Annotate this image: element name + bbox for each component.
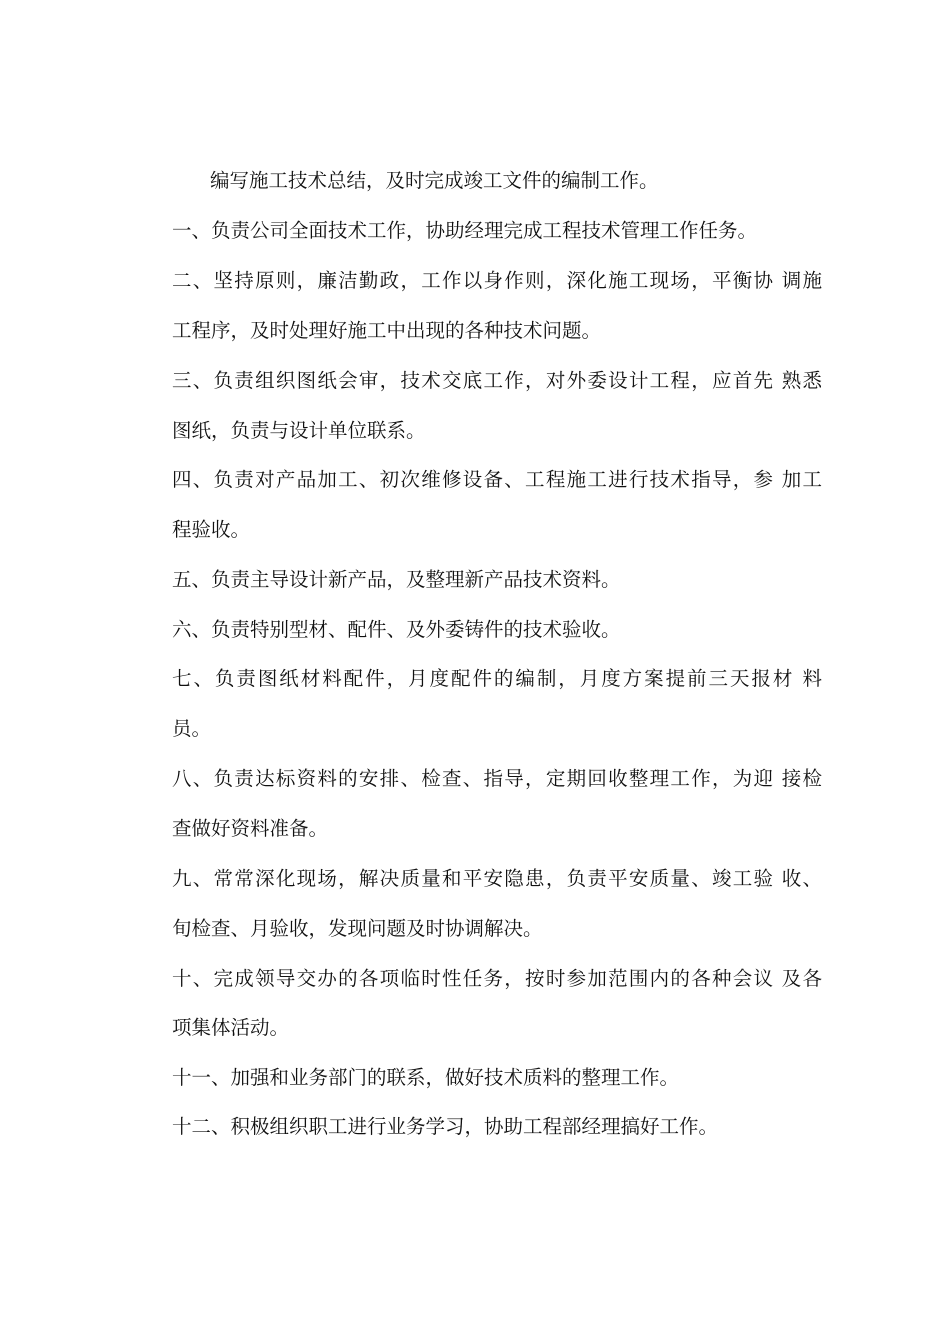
paragraph-line: 十一、加强和业务部门的联系，做好技术质料的整理工作。 <box>172 1066 680 1089</box>
paragraph-line: 旬检查、月验收，发现问题及时协调解决。 <box>172 917 543 940</box>
paragraph-line: 查做好资料准备。 <box>172 817 329 840</box>
paragraph-line: 二、坚持原则，廉洁勤政，工作以身作则，深化施工现场，平衡协 调施 <box>172 269 822 292</box>
paragraph-line: 十、完成领导交办的各项临时性任务，按时参加范围内的各种会议 及各 <box>172 967 822 990</box>
paragraph-line: 八、负责达标资料的安排、检查、指导，定期回收整理工作，为迎 接检 <box>172 767 822 790</box>
paragraph-line: 五、负责主导设计新产品，及整理新产品技术资料。 <box>172 568 621 591</box>
paragraph-line: 九、常常深化现场，解决质量和平安隐患，负责平安质量、竣工验 收、 <box>172 867 822 890</box>
paragraph-line: 十二、积极组织职工进行业务学习，协助工程部经理搞好工作。 <box>172 1115 719 1138</box>
paragraph-line: 七、负责图纸材料配件，月度配件的编制，月度方案提前三天报材 料 <box>172 667 822 690</box>
paragraph-line: 图纸，负责与设计单位联系。 <box>172 419 426 442</box>
paragraph-line: 三、负责组织图纸会审，技术交底工作，对外委设计工程，应首先 熟悉 <box>172 369 822 392</box>
paragraph-line: 项集体活动。 <box>172 1016 290 1039</box>
paragraph-line: 四、负责对产品加工、初次维修设备、工程施工进行技术指导，参 加工 <box>172 468 822 491</box>
paragraph-line: 六、负责特别型材、配件、及外委铸件的技术验收。 <box>172 618 621 641</box>
paragraph-line: 员。 <box>172 717 212 740</box>
paragraph-line: 工程序，及时处理好施工中出现的各种技术问题。 <box>172 319 602 342</box>
paragraph-line: 一、负责公司全面技术工作，协助经理完成工程技术管理工作任务。 <box>172 219 758 242</box>
paragraph-line: 程验收。 <box>172 518 251 541</box>
paragraph-line: 编写施工技术总结，及时完成竣工文件的编制工作。 <box>210 169 659 192</box>
